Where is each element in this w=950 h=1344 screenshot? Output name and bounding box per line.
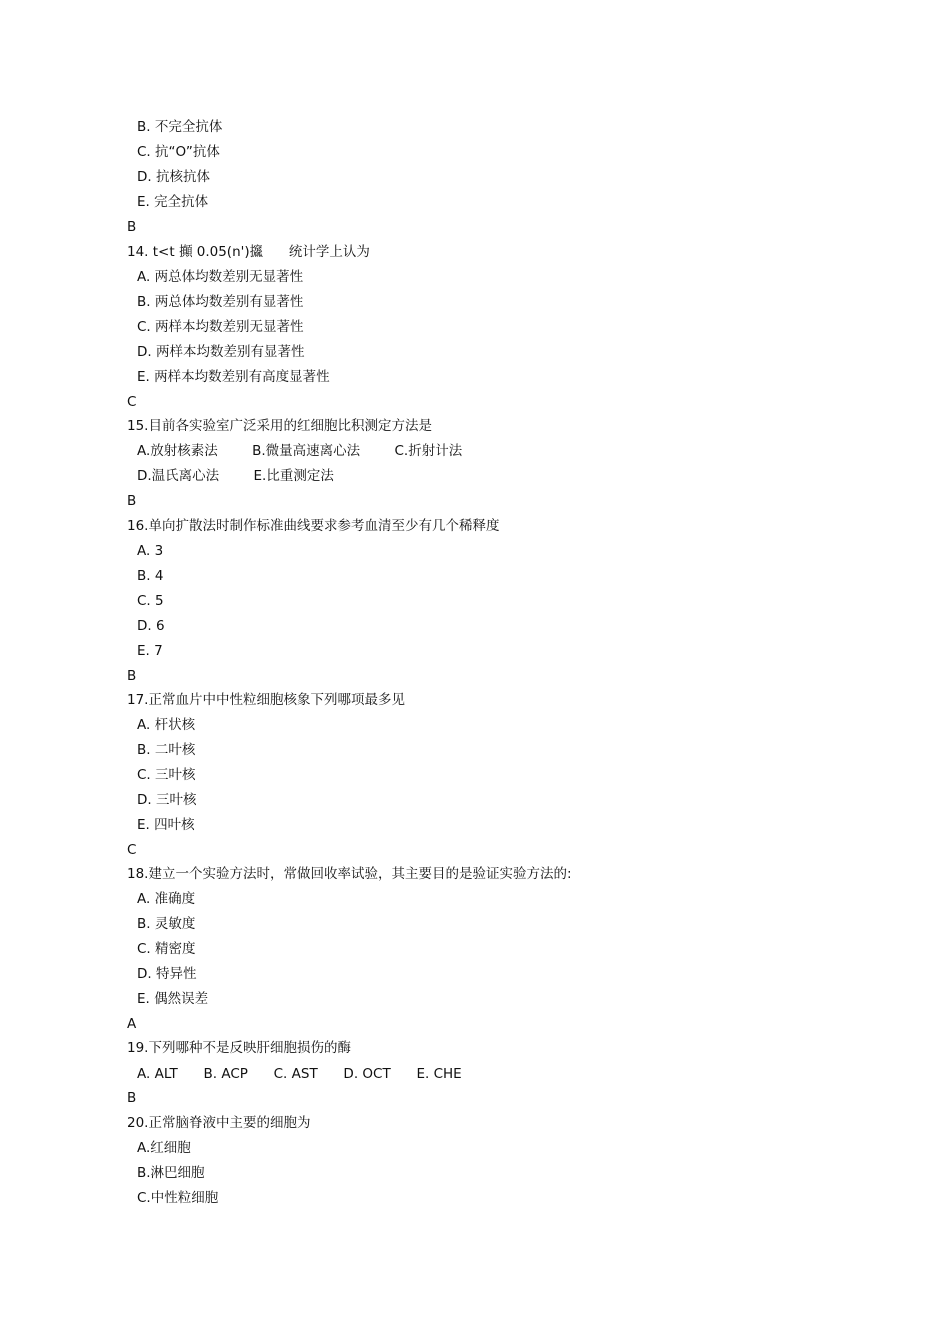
- option-line: D. 两样本均数差别有显著性: [137, 344, 305, 360]
- option-line: E. 7: [137, 643, 163, 659]
- option-line: C. 三叶核: [137, 767, 196, 783]
- option-line: A. 准确度: [137, 891, 196, 907]
- question-line: 15.目前各实验室广泛采用的红细胞比积测定方法是: [127, 418, 432, 434]
- question-line: 17.正常血片中中性粒细胞核象下列哪项最多见: [127, 692, 405, 708]
- answer-line: B: [127, 493, 137, 509]
- answer-line: C: [127, 842, 137, 858]
- option-line: E. 偶然误差: [137, 991, 209, 1007]
- question-line: 20.正常脑脊液中主要的细胞为: [127, 1115, 311, 1131]
- answer-line: B: [127, 668, 137, 684]
- option-line: B. 不完全抗体: [137, 119, 223, 135]
- option-line: C. 5: [137, 593, 164, 609]
- question-line: 14. t<t 攧 0.05(n')攨 统计学上认为: [127, 244, 370, 260]
- option-line: D. 三叶核: [137, 792, 197, 808]
- option-line: B. 两总体均数差别有显著性: [137, 294, 304, 310]
- option-line: E. 四叶核: [137, 817, 195, 833]
- question-line: 19.下列哪种不是反映肝细胞损伤的酶: [127, 1040, 351, 1056]
- question-line: 18.建立一个实验方法时，常做回收率试验，其主要目的是验证实验方法的:: [127, 866, 572, 882]
- option-line: A. 3: [137, 543, 164, 559]
- option-line: C. 精密度: [137, 941, 196, 957]
- option-line: D. 抗核抗体: [137, 169, 210, 185]
- option-line: A. ALT B. ACP C. AST D. OCT E. CHE: [137, 1066, 462, 1082]
- option-line: B. 灵敏度: [137, 916, 196, 932]
- option-line: A.红细胞: [137, 1140, 191, 1156]
- question-line: 16.单向扩散法时制作标准曲线要求参考血清至少有几个稀释度: [127, 518, 500, 534]
- answer-line: B: [127, 1090, 137, 1106]
- option-line: C. 抗“O”抗体: [137, 144, 220, 160]
- option-line: B. 4: [137, 568, 164, 584]
- answer-line: C: [127, 394, 137, 410]
- answer-line: A: [127, 1016, 137, 1032]
- answer-line: B: [127, 219, 137, 235]
- option-line: B. 二叶核: [137, 742, 196, 758]
- option-line: D.温氏离心法 E.比重测定法: [137, 468, 334, 484]
- option-line: D. 特异性: [137, 966, 197, 982]
- option-line: C.中性粒细胞: [137, 1190, 219, 1206]
- option-line: B.淋巴细胞: [137, 1165, 205, 1181]
- option-line: D. 6: [137, 618, 165, 634]
- option-line: C. 两样本均数差别无显著性: [137, 319, 304, 335]
- option-line: A. 杆状核: [137, 717, 196, 733]
- option-line: A. 两总体均数差别无显著性: [137, 269, 304, 285]
- option-line: E. 完全抗体: [137, 194, 209, 210]
- option-line: A.放射核素法 B.微量高速离心法 C.折射计法: [137, 443, 463, 459]
- option-line: E. 两样本均数差别有高度显著性: [137, 369, 330, 385]
